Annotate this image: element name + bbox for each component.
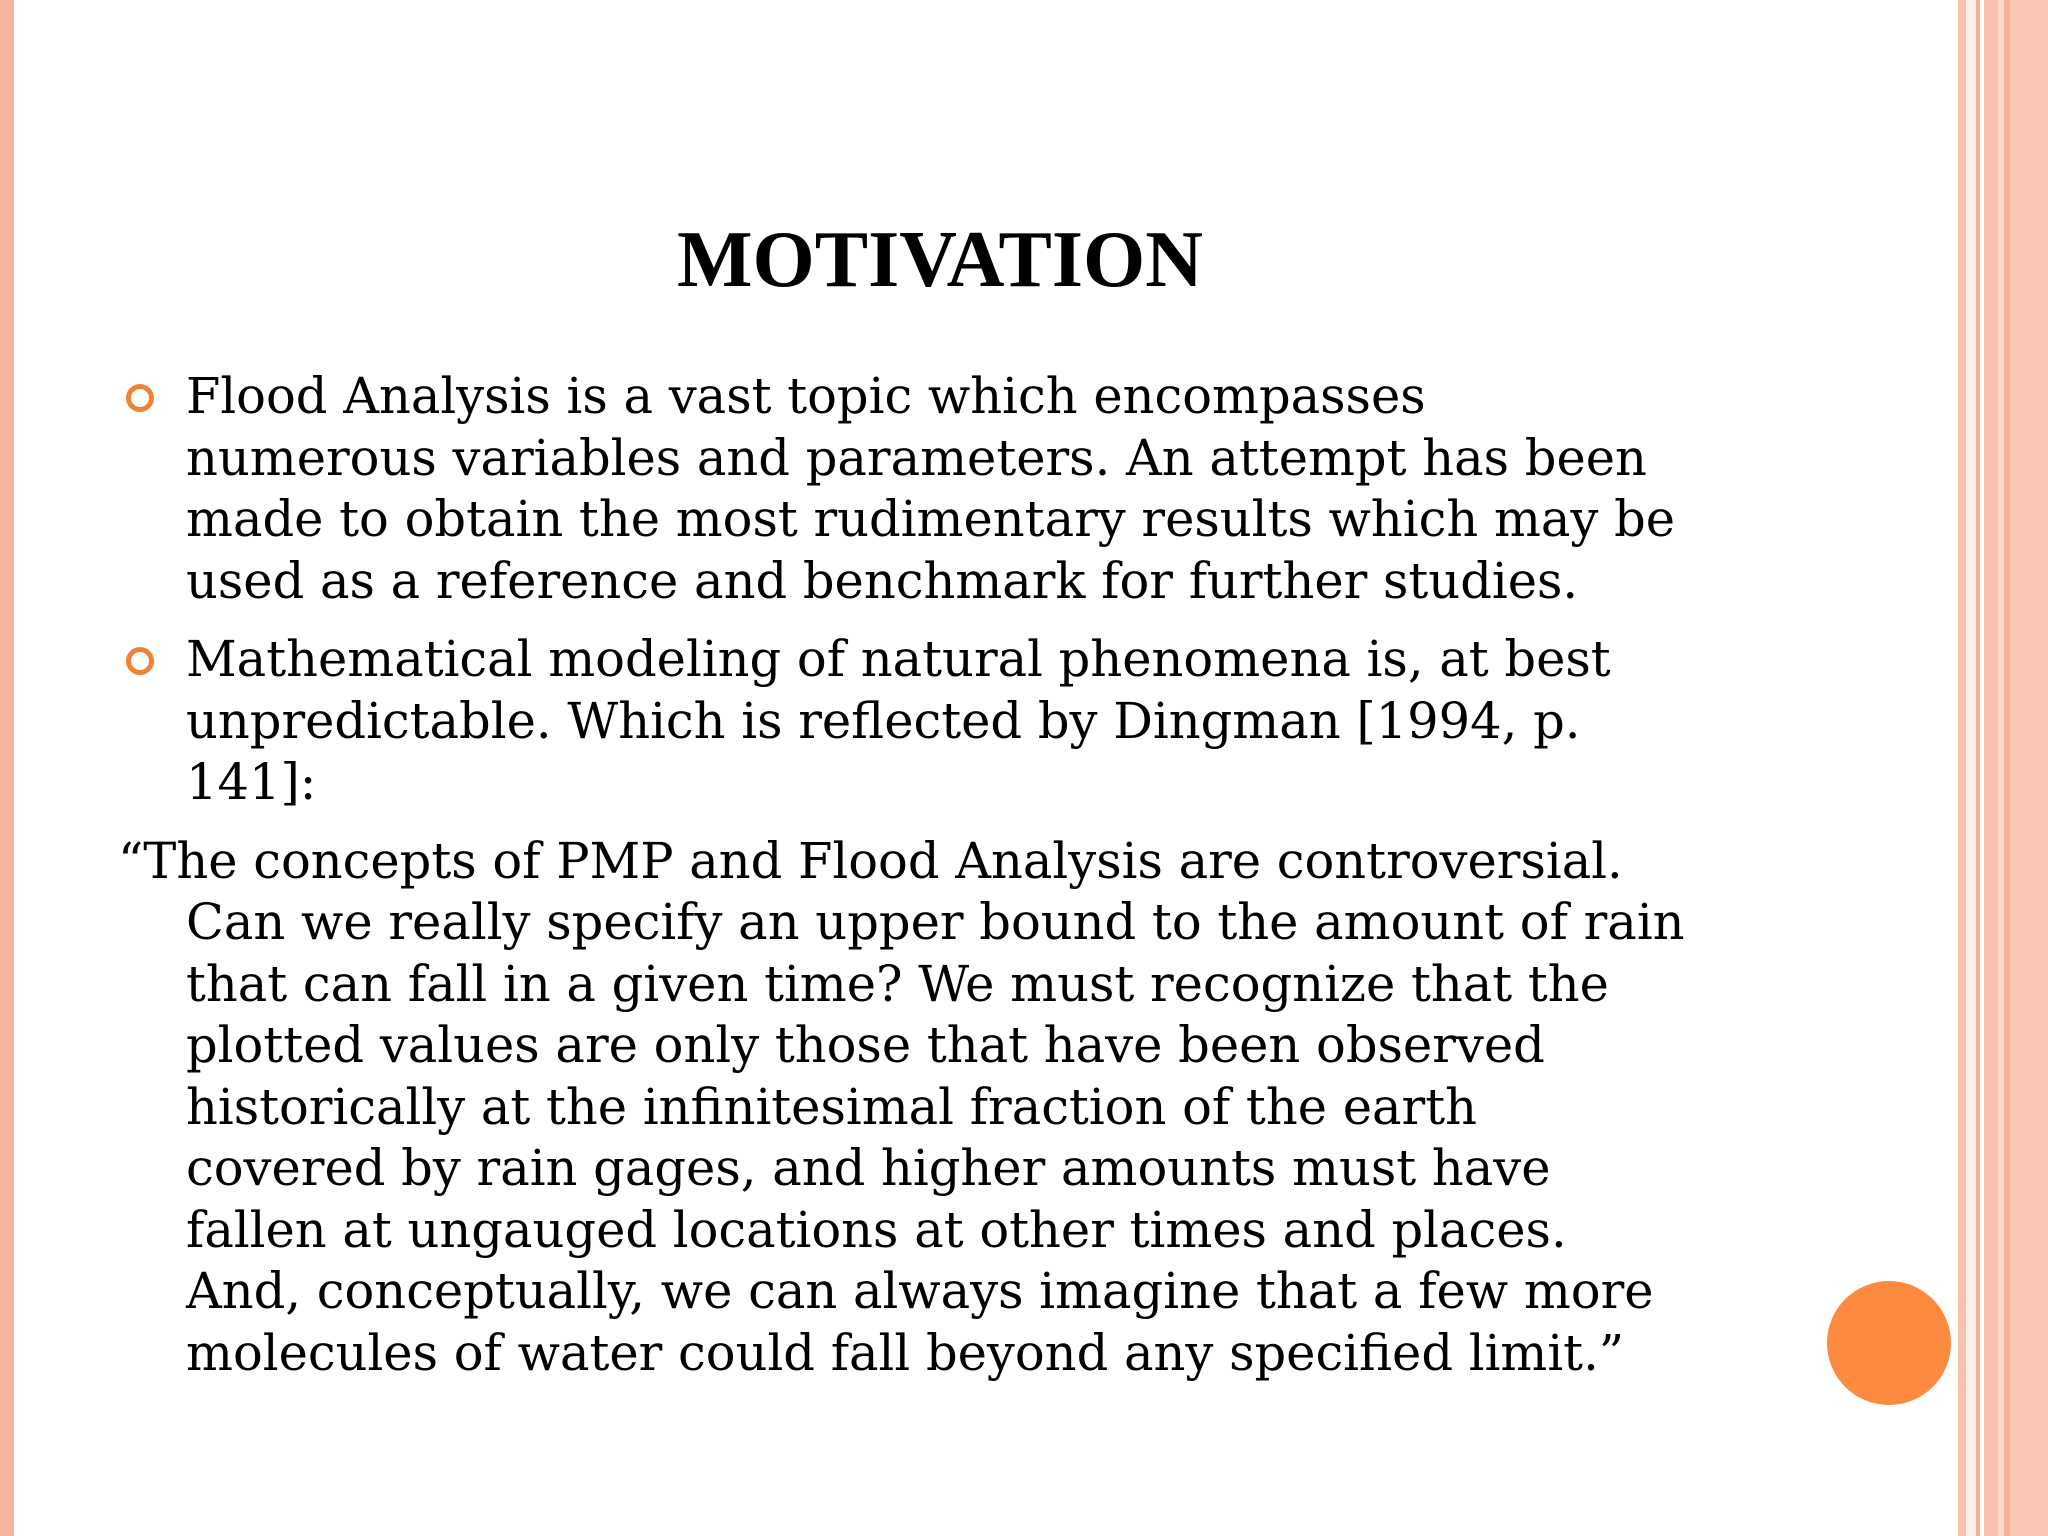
- slide-body: [118, 366, 1818, 1384]
- bullet-item: [118, 366, 1818, 612]
- ring-bullet-icon: [126, 647, 154, 675]
- bullet-text: Mathematical modeling of natural phenomena is, at best unpredictable. Which is reflected by Dingman [1994, p. 141]:: [186, 630, 1611, 811]
- decorative-orange-circle: [1827, 1281, 1951, 1405]
- right-border-stripe: [1984, 0, 1998, 1536]
- right-border-stripe: [1958, 0, 1966, 1536]
- quote-block: “The concepts of PMP and Flood Analysis are controversial. Can we really specify an upper bound to the amount of rain that can fall in a given time? We must recognize that the plotted values are only those that have been observed historically at the infinitesimal fraction of the earth covered by rain gages, and higher amounts must have fallen at ungauged locations at other times and places. And, conceptually, we can always imagine that a few more molecules of water could fall beyond any specified limit.”: [118, 831, 1685, 1382]
- bullet-item: [118, 629, 1818, 814]
- ring-bullet-icon: [126, 384, 154, 412]
- right-border-stripe: [2010, 0, 2048, 1536]
- bullet-text: Flood Analysis is a vast topic which encompasses numerous variables and parameters. An attempt has been made to obtain the most rudimentary results which may be used as a reference and benchmark for further studies.: [186, 367, 1676, 610]
- right-border-stripe: [1966, 0, 1976, 1536]
- slide-title: MOTIVATION: [676, 216, 1203, 304]
